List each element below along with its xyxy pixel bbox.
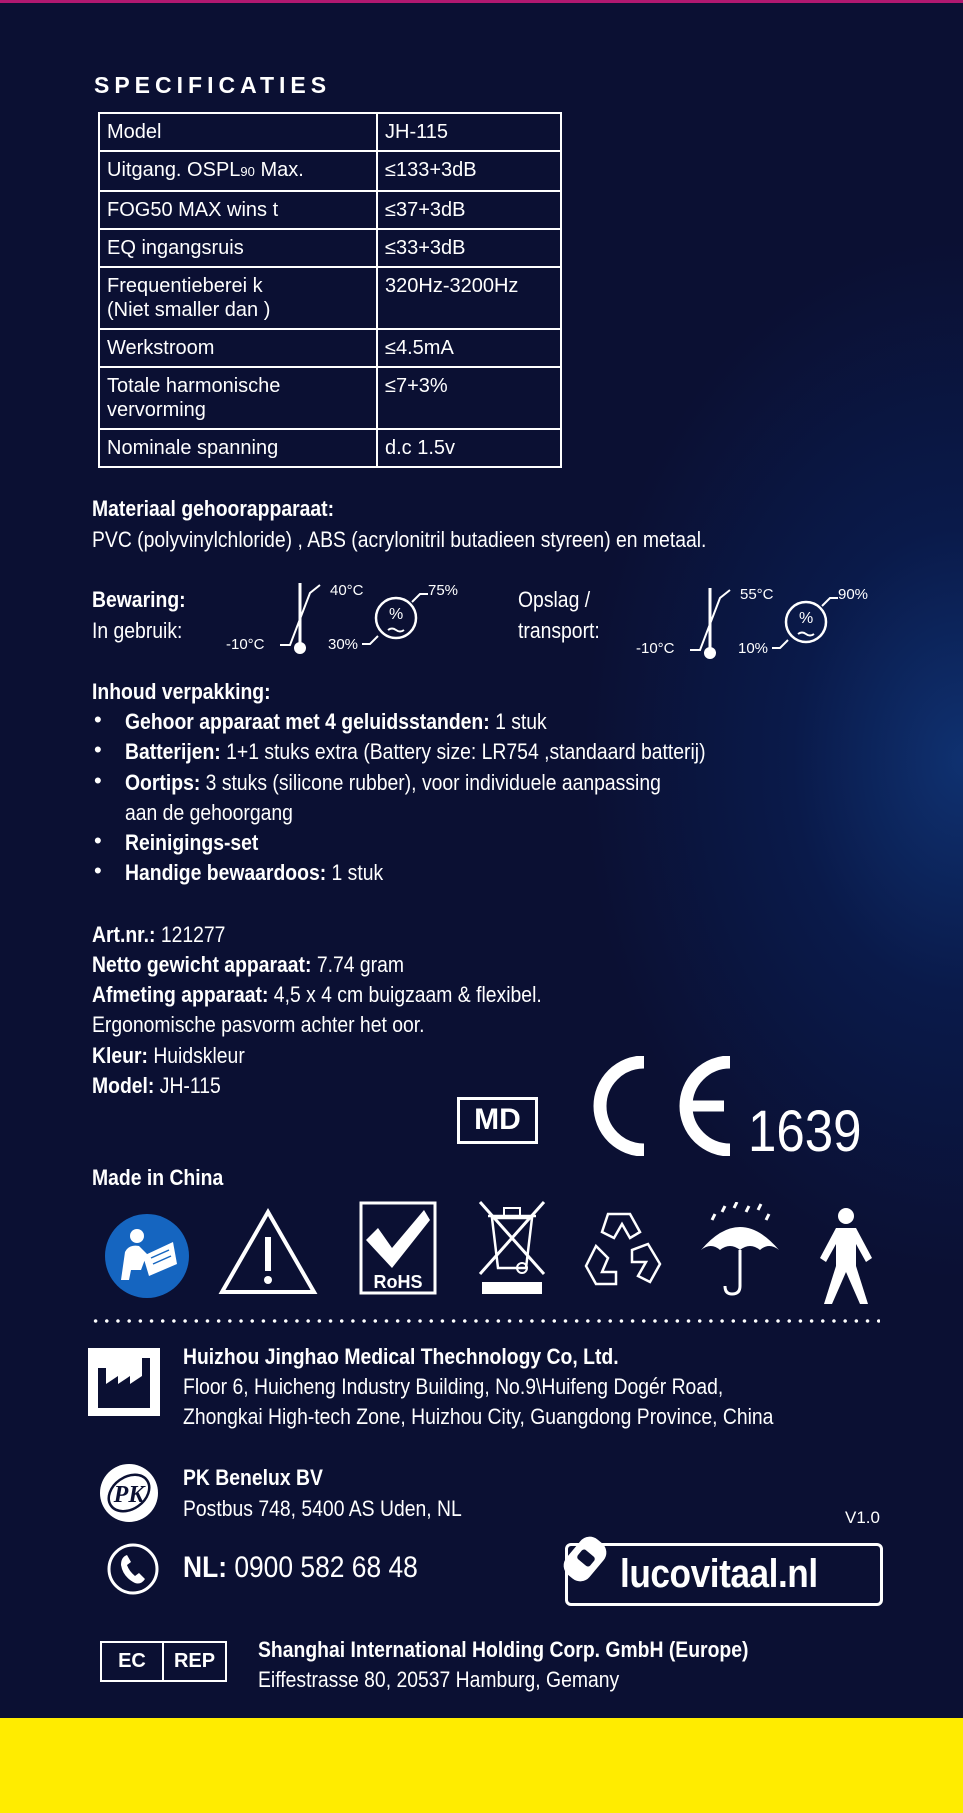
spec-label: Uitgang. OSPL90 Max.: [99, 151, 377, 191]
lucovitaal-logo: [565, 1543, 883, 1606]
svg-text:PK: PK: [113, 1482, 145, 1508]
phone-number: NL: 0900 582 68 48: [183, 1551, 418, 1584]
table-row: [99, 229, 561, 267]
use-humidity-min: 30%: [328, 636, 359, 653]
spec-label: Nominale spanning: [99, 429, 377, 467]
table-row: [99, 429, 561, 467]
svg-text:RoHS: RoHS: [373, 1272, 423, 1292]
table-row: [99, 191, 561, 229]
spec-label: Model: [99, 113, 377, 151]
storage-title: Bewaring:: [92, 587, 186, 612]
net-weight: Netto gewicht apparaat: 7.74 gram: [92, 952, 405, 977]
instructions-for-use-icon: [103, 1212, 191, 1300]
article-number: Art.nr.: 121277: [92, 922, 226, 947]
spec-label: Werkstroom: [99, 329, 377, 367]
device-size: Afmeting apparaat: 4,5 x 4 cm buigzaam & flexibel.: [92, 982, 542, 1007]
dotted-divider: [90, 1319, 880, 1323]
keep-dry-umbrella-icon: [695, 1202, 785, 1298]
hearing-aid-logo-icon: [556, 1528, 620, 1592]
spec-label: EQ ingangsruis: [99, 229, 377, 267]
device-color: Kleur: Huidskleur: [92, 1043, 245, 1068]
rohs-icon: [358, 1200, 438, 1296]
manufacturer-factory-icon: [88, 1348, 160, 1416]
spec-value: ≤133+3dB: [377, 151, 561, 191]
spec-label: Frequentieberei k (Niet smaller dan ): [99, 267, 377, 329]
medical-device-mark: MD: [457, 1097, 538, 1144]
material-text: PVC (polyvinylchloride) , ABS (acrylonitril butadieen styreen) en metaal.: [92, 527, 707, 552]
ce-mark-icon: [592, 1056, 732, 1156]
distributor-name: PK Benelux BV: [183, 1465, 323, 1490]
spec-value: ≤7+3%: [377, 367, 561, 429]
yellow-footer-band: [0, 1718, 963, 1813]
product-label-page: SPECIFICATIES Model JH-115 Uitgang. OSPL90 Max. ≤133+3dB FOG50 MAX wins t ≤37+3dB EQ ingangsruis ≤33+3dB Frequentieberei k (Niet smaller dan ) 320Hz-3200Hz Werkstroom ≤4.5mA Totale harmonische vervorming ≤7+3% Nominale spanning d.c 1.5v Materiaal gehoorapparaat: PVC (polyvinylchloride) , ABS (acrylonitril butadieen styreen) en metaal. Bewaring: In gebruik: 40°C -10°C % 75% 30% Opslag / transport: 55°C -10°C % 90% 10% Inhoud verpakking: Gehoor apparaat met 4 geluidsstanden: 1 stuk Batterijen: 1+1 stuks extra (Battery size: LR754 ,standaard batterij) Oortips: 3 stuks (silicone rubber), voor individuele aanpassing aan de gehoorgang Reinigings-set Handige bewaardoos: 1 stuk Art.nr.: 121277 Netto gewicht apparaat: 7.74 gram Afmeting apparaat: 4,5 x 4 cm buigzaam & flexibel. Ergonomische pasvorm achter het oor. Kleur: Huidskleur Model: JH-115 MD 1639 Made in China RoHS Huizhou Jinghao Medical Thechnology Co, Ltd. Floor 6, Huicheng Industry Building, No.9\Huifeng Dogér Road, Zhongkai High-tech Zone, Huizhou City, Guangdong Province, China PK PK Benelux BV Postbus 748, 5400 AS Uden, NL V1.0 NL: 0900 582 68 48 lucovitaal.nl EC REP Shanghai International Holding Corp. GmbH (Europe) Eiffestrasse 80, 20537 Hamburg, Gemany: [0, 0, 963, 1813]
device-model: Model: JH-115: [92, 1073, 221, 1098]
weee-bin-icon: [476, 1198, 548, 1298]
lucovitaal-website: lucovitaal.nl: [620, 1552, 818, 1596]
transport-subtitle: transport:: [518, 618, 600, 643]
use-humidity-max: 75%: [428, 582, 459, 599]
specifications-heading: SPECIFICATIES: [94, 72, 332, 98]
made-in-china: Made in China: [92, 1165, 224, 1190]
ec-label: EC: [102, 1643, 164, 1680]
ec-rep-name: Shanghai International Holding Corp. GmbH (Europe): [258, 1637, 749, 1662]
transport-title: Opslag /: [518, 587, 591, 612]
notified-body-number: 1639: [748, 1099, 862, 1164]
table-row: [99, 367, 561, 429]
top-accent-strip: [0, 0, 963, 3]
version-label: V1.0: [845, 1508, 880, 1527]
type-b-applied-part-icon: [810, 1206, 882, 1306]
spec-value: 320Hz-3200Hz: [377, 267, 561, 329]
table-row: [99, 113, 561, 151]
spec-value: ≤37+3dB: [377, 191, 561, 229]
transport-temp-min: -10°C: [636, 640, 675, 657]
storage-subtitle: In gebruik:: [92, 618, 183, 643]
table-row: [99, 329, 561, 367]
ec-rep-address: Eiffestrasse 80, 20537 Hamburg, Gemany: [258, 1667, 620, 1692]
manufacturer-address-line1: Floor 6, Huicheng Industry Building, No.9\Huifeng Dogér Road,: [183, 1374, 724, 1399]
warning-caution-icon: [217, 1207, 319, 1297]
distributor-address: Postbus 748, 5400 AS Uden, NL: [183, 1496, 462, 1521]
manufacturer-address-line2: Zhongkai High-tech Zone, Huizhou City, Guangdong Province, China: [183, 1404, 774, 1429]
table-row: [99, 151, 561, 191]
use-temp-min: -10°C: [226, 636, 265, 653]
recycle-icon: [576, 1204, 672, 1296]
transport-humidity-min: 10%: [738, 640, 769, 657]
transport-humidity-max: 90%: [838, 586, 869, 603]
use-temp-max: 40°C: [330, 582, 364, 599]
spec-value: ≤4.5mA: [377, 329, 561, 367]
rep-label: REP: [173, 1650, 216, 1672]
humidity-symbol: %: [389, 606, 404, 623]
phone-icon: [107, 1543, 159, 1595]
specifications-table: [98, 112, 562, 468]
ec-rep-box: [100, 1641, 227, 1682]
spec-label: Totale harmonische vervorming: [99, 367, 377, 429]
spec-label: FOG50 MAX wins t: [99, 191, 377, 229]
transport-temp-max: 55°C: [740, 586, 774, 603]
ergonomics-note: Ergonomische pasvorm achter het oor.: [92, 1012, 425, 1037]
subscript-90: 90: [240, 164, 255, 179]
spec-value: JH-115: [377, 113, 561, 151]
humidity-symbol: %: [799, 610, 814, 627]
material-title: Materiaal gehoorapparaat:: [92, 496, 335, 521]
manufacturer-name: Huizhou Jinghao Medical Thechnology Co, Ltd.: [183, 1344, 619, 1369]
table-row: [99, 267, 561, 329]
thermometer-icon: [280, 575, 325, 660]
contents-title: Inhoud verpakking:: [92, 679, 271, 704]
spec-value: d.c 1.5v: [377, 429, 561, 467]
spec-value: ≤33+3dB: [377, 229, 561, 267]
thermometer-icon: [690, 580, 735, 665]
pk-benelux-logo-icon: [98, 1462, 160, 1524]
